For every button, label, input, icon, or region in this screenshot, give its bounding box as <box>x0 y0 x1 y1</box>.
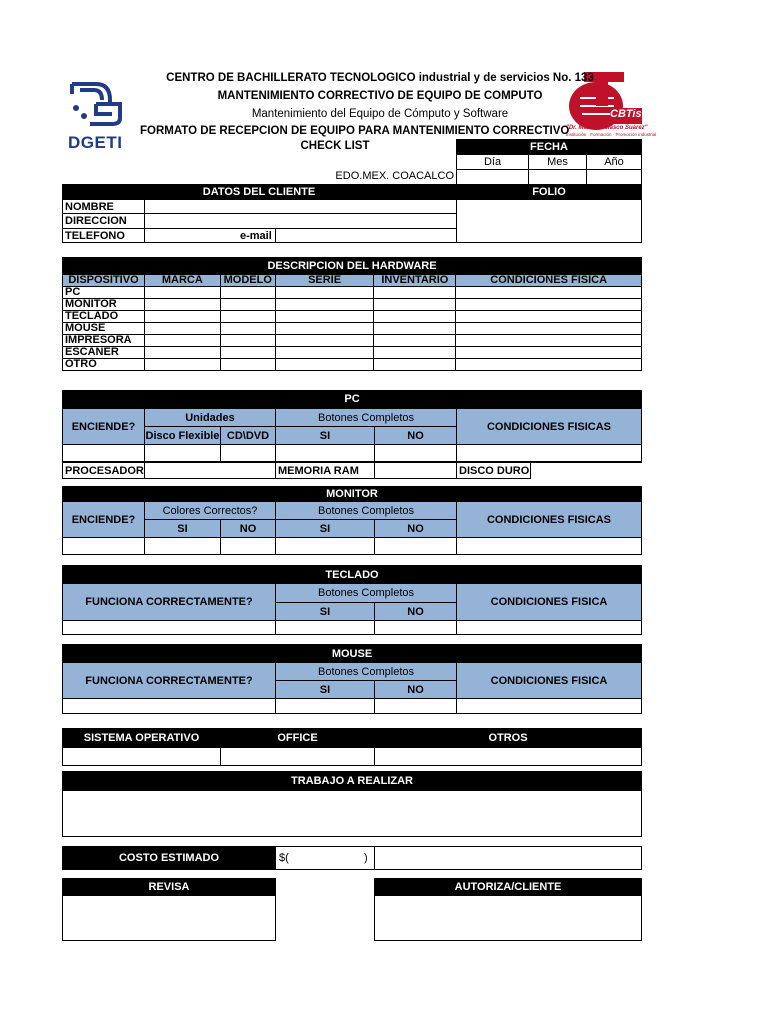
fecha-dia-label: Día <box>456 154 529 170</box>
mouse-no-label: NO <box>374 680 457 699</box>
procesador-field[interactable] <box>144 462 276 479</box>
hw-cell[interactable] <box>374 347 456 359</box>
hw-cell[interactable] <box>275 347 374 359</box>
memoria-field[interactable] <box>374 462 457 479</box>
folio-header: FOLIO <box>456 184 642 199</box>
hw-cell[interactable] <box>275 335 374 347</box>
table-row <box>63 347 642 359</box>
hw-row-label: MOUSE <box>63 323 145 335</box>
monitor-botones-label: Botones Completos <box>275 501 457 520</box>
hw-cell[interactable] <box>275 299 374 311</box>
procesador-label: PROCESADOR <box>62 462 145 479</box>
hw-cell[interactable] <box>456 359 642 371</box>
costo-field[interactable] <box>275 846 375 870</box>
hw-cell[interactable] <box>374 359 456 371</box>
monitor-header: MONITOR <box>62 486 642 502</box>
otros-header: OTROS <box>374 728 642 748</box>
teclado-condiciones-label: CONDICIONES FISICA <box>456 583 642 621</box>
hw-cell[interactable] <box>144 287 220 299</box>
hw-col-marca: MARCA <box>144 275 220 287</box>
teclado-no-field[interactable] <box>374 620 457 635</box>
mouse-botones-label: Botones Completos <box>275 662 457 681</box>
hw-cell[interactable] <box>220 323 275 335</box>
teclado-botones-label: Botones Completos <box>275 583 457 603</box>
monitor-botones-si-label: SI <box>275 519 375 538</box>
hw-cell[interactable] <box>144 311 220 323</box>
table-row <box>63 323 642 335</box>
revisa-signature-field[interactable] <box>62 895 276 941</box>
monitor-enciende-field[interactable] <box>62 537 145 555</box>
teclado-funciona-label: FUNCIONA CORRECTAMENTE? <box>62 583 276 621</box>
pc-condiciones-label: CONDICIONES FISICAS <box>456 408 642 445</box>
hw-cell[interactable] <box>144 299 220 311</box>
table-row <box>63 299 642 311</box>
monitor-botones-si-field[interactable] <box>275 537 375 555</box>
teclado-header: TECLADO <box>62 565 642 584</box>
pc-enciende-label: ENCIENDE? <box>62 408 145 445</box>
mouse-header: MOUSE <box>62 644 642 663</box>
hw-col-inventario: INVENTARIO <box>374 275 456 287</box>
trabajo-header: TRABAJO A REALIZAR <box>62 771 642 791</box>
hw-row-label: ESCANER <box>63 347 145 359</box>
header-subtitle: Mantenimiento del Equipo de Cómputo y Software <box>251 108 509 120</box>
dgeti-logo <box>66 78 126 150</box>
disco-duro-label: DISCO DURO <box>456 462 531 479</box>
fecha-mes-label: Mes <box>528 154 587 170</box>
pc-cd-dvd-label: CD\DVD <box>220 426 276 445</box>
teclado-si-field[interactable] <box>275 620 375 635</box>
nombre-field[interactable] <box>144 199 457 214</box>
monitor-colores-label: Colores Correctos? <box>144 501 276 520</box>
cbtis-logo-caption: Institución · Formación · Promoción industrial <box>566 132 657 137</box>
dgeti-emblem-icon <box>66 78 126 128</box>
office-header: OFFICE <box>220 728 375 748</box>
mouse-funciona-label: FUNCIONA CORRECTAMENTE? <box>62 662 276 699</box>
disco-duro-field[interactable] <box>530 462 642 479</box>
hardware-table <box>62 274 642 371</box>
mouse-condiciones-field[interactable] <box>456 698 642 714</box>
hw-cell[interactable] <box>220 287 275 299</box>
pc-si-field[interactable] <box>275 444 375 462</box>
pc-unidades-label: Unidades <box>144 408 276 427</box>
fecha-mes-field[interactable] <box>528 169 587 185</box>
costo-open: $( <box>279 852 289 864</box>
hw-cell[interactable] <box>456 335 642 347</box>
hw-col-condiciones: CONDICIONES FISICA <box>456 275 642 287</box>
hw-cell[interactable] <box>374 323 456 335</box>
teclado-condiciones-field[interactable] <box>456 620 642 635</box>
hw-cell[interactable] <box>220 311 275 323</box>
fecha-anio-label: Año <box>586 154 642 170</box>
mouse-condiciones-label: CONDICIONES FISICA <box>456 662 642 699</box>
hw-row-label: PC <box>63 287 145 299</box>
office-field[interactable] <box>220 747 375 766</box>
trabajo-field[interactable] <box>62 790 642 837</box>
hw-cell[interactable] <box>275 323 374 335</box>
pc-enciende-field[interactable] <box>62 444 145 462</box>
mouse-funciona-field[interactable] <box>62 698 276 714</box>
pc-disco-flexible-field[interactable] <box>144 444 221 462</box>
monitor-colores-no-label: NO <box>220 519 276 538</box>
header-format: FORMATO DE RECEPCION DE EQUIPO PARA MANTENIMIENTO CORRECTIVO <box>140 125 570 137</box>
hw-cell[interactable] <box>220 299 275 311</box>
cliente-header: DATOS DEL CLIENTE <box>62 184 456 199</box>
hw-cell[interactable] <box>374 311 456 323</box>
hw-cell[interactable] <box>275 287 374 299</box>
cbtis-logo-subtitle: "Dr. Manuel Velasco Suárez" <box>566 125 648 131</box>
fecha-anio-field[interactable] <box>586 169 642 185</box>
fecha-dia-field[interactable] <box>456 169 529 185</box>
hw-cell[interactable] <box>456 323 642 335</box>
header-checklist: CHECK LIST <box>300 140 370 152</box>
nombre-label: NOMBRE <box>62 199 145 214</box>
pc-disco-flexible-label: Disco Flexible <box>144 426 221 445</box>
email-field[interactable] <box>275 228 457 243</box>
direccion-field[interactable] <box>144 213 457 229</box>
hw-cell[interactable] <box>144 347 220 359</box>
header-location: EDO.MEX. COACALCO <box>335 170 454 182</box>
monitor-colores-si-field[interactable] <box>144 537 221 555</box>
hw-col-serie: SERIE <box>275 275 374 287</box>
email-label: e-mail <box>240 230 272 242</box>
memoria-label: MEMORIA RAM <box>275 462 375 479</box>
hw-col-dispositivo: DISPOSITIVO <box>63 275 145 287</box>
hw-col-modelo: MODELO <box>220 275 275 287</box>
teclado-no-label: NO <box>374 602 457 621</box>
table-row <box>63 311 642 323</box>
hw-cell[interactable] <box>456 299 642 311</box>
hw-cell[interactable] <box>456 311 642 323</box>
pc-cd-dvd-field[interactable] <box>220 444 276 462</box>
hw-row-label: OTRO <box>63 359 145 371</box>
hw-cell[interactable] <box>456 287 642 299</box>
header-title: MANTENIMIENTO CORRECTIVO DE EQUIPO DE COMPUTO <box>217 90 543 102</box>
costo-notes-field[interactable] <box>374 846 642 870</box>
pc-condiciones-field[interactable] <box>456 444 642 462</box>
pc-no-field[interactable] <box>374 444 457 462</box>
monitor-colores-no-field[interactable] <box>220 537 276 555</box>
hw-cell[interactable] <box>144 359 220 371</box>
monitor-colores-si-label: SI <box>144 519 221 538</box>
fecha-header: FECHA <box>456 139 642 154</box>
header-school: CENTRO DE BACHILLERATO TECNOLOGICO industrial y de servicios No. 133 <box>166 72 594 84</box>
sistema-operativo-header: SISTEMA OPERATIVO <box>62 728 221 748</box>
monitor-condiciones-label: CONDICIONES FISICAS <box>456 501 642 538</box>
autoriza-header: AUTORIZA/CLIENTE <box>374 878 642 896</box>
otros-field[interactable] <box>374 747 642 766</box>
sistema-operativo-field[interactable] <box>62 747 221 766</box>
hw-row-label: MONITOR <box>63 299 145 311</box>
hw-cell[interactable] <box>220 347 275 359</box>
hardware-header: DESCRIPCION DEL HARDWARE <box>62 257 642 274</box>
monitor-condiciones-field[interactable] <box>456 537 642 555</box>
hw-cell[interactable] <box>220 335 275 347</box>
monitor-enciende-label: ENCIENDE? <box>62 501 145 538</box>
dgeti-logo-text: DGETI <box>68 133 123 152</box>
table-row <box>63 359 642 371</box>
pc-no-label: NO <box>374 426 457 445</box>
hw-cell[interactable] <box>275 311 374 323</box>
teclado-si-label: SI <box>275 602 375 621</box>
table-row <box>63 335 642 347</box>
direccion-label: DIRECCION <box>62 213 145 229</box>
mouse-si-label: SI <box>275 680 375 699</box>
cbtis-logo-text: CBTis 133 <box>610 108 663 120</box>
pc-header: PC <box>62 390 642 408</box>
pc-botones-label: Botones Completos <box>275 408 457 427</box>
costo-close: ) <box>364 852 368 864</box>
hw-cell[interactable] <box>275 359 374 371</box>
telefono-label: TELEFONO <box>62 228 145 243</box>
folio-field[interactable] <box>456 199 642 243</box>
monitor-botones-no-field[interactable] <box>374 537 457 555</box>
autoriza-signature-field[interactable] <box>374 895 642 941</box>
hw-cell[interactable] <box>374 299 456 311</box>
mouse-si-field[interactable] <box>275 698 375 714</box>
hw-cell[interactable] <box>374 287 456 299</box>
table-row <box>63 287 642 299</box>
mouse-no-field[interactable] <box>374 698 457 714</box>
pc-si-label: SI <box>275 426 375 445</box>
monitor-botones-no-label: NO <box>374 519 457 538</box>
revisa-header: REVISA <box>62 878 276 896</box>
hw-row-label: IMPRESORA <box>63 335 145 347</box>
hw-cell[interactable] <box>220 359 275 371</box>
hw-cell[interactable] <box>144 323 220 335</box>
teclado-funciona-field[interactable] <box>62 620 276 635</box>
hw-cell[interactable] <box>144 335 220 347</box>
hw-cell[interactable] <box>456 347 642 359</box>
hw-row-label: TECLADO <box>63 311 145 323</box>
hw-cell[interactable] <box>374 335 456 347</box>
costo-label: COSTO ESTIMADO <box>62 846 276 870</box>
